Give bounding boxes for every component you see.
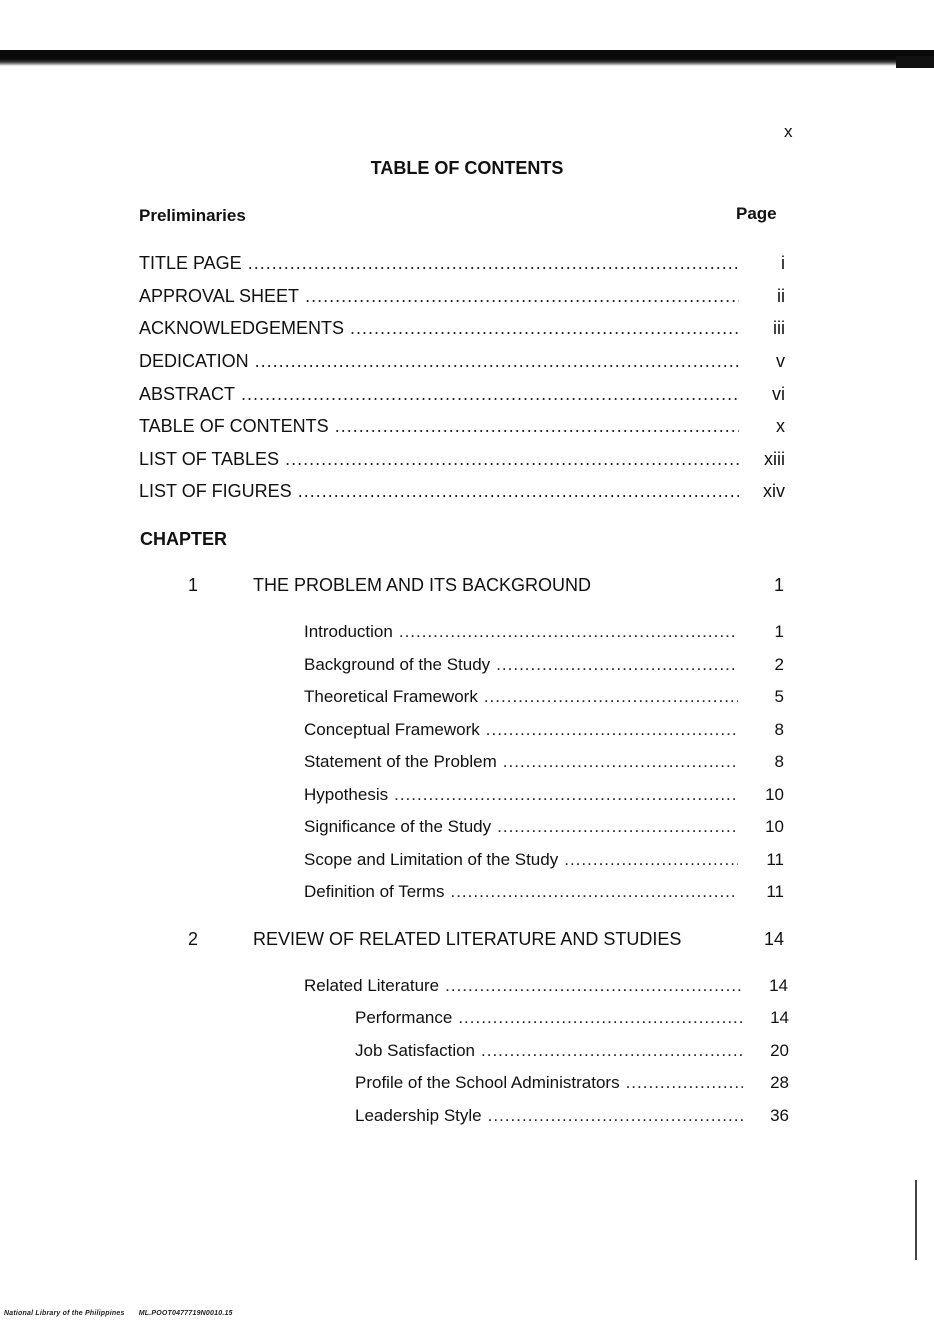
chapter-number: 2 [188,929,199,949]
dot-leader [503,752,738,772]
chapter-heading: CHAPTER [140,529,228,549]
dot-leader [486,720,738,740]
preliminaries-heading: Preliminaries [139,206,246,225]
toc-entry-statement-of-problem[interactable] [304,752,784,772]
dot-leader [497,817,738,837]
toc-entry-page: 8 [774,720,784,739]
toc-entry-page: 10 [765,817,784,836]
scan-edge-mark [915,1180,917,1260]
toc-entry-label: Profile of the School Administrators [355,1073,620,1092]
toc-entry-page: iii [773,318,785,338]
toc-entry-label: Related Literature [304,976,440,995]
toc-entry-page: 11 [766,850,784,869]
dot-leader [458,1008,743,1028]
toc-entry-page: 36 [770,1106,789,1125]
dot-leader [241,384,739,405]
toc-entry-label: Scope and Limitation of the Study [304,850,559,869]
toc-entry-hypothesis[interactable] [304,785,784,805]
toc-entry-profile-administrators[interactable] [355,1073,789,1093]
dot-leader [626,1073,743,1093]
chapter-page: 1 [773,575,784,595]
toc-entry-related-literature[interactable] [304,976,788,996]
toc-entry-label: TABLE OF CONTENTS [139,416,329,436]
dot-leader [298,481,739,502]
toc-entry-definition-of-terms[interactable] [304,882,784,902]
dot-leader [496,655,738,675]
dot-leader [305,286,739,307]
toc-entry-label: DEDICATION [139,351,249,371]
page-column-heading: Page [736,204,777,223]
dot-leader [285,449,739,470]
toc-entry-label: LIST OF TABLES [139,449,280,469]
toc-entry-scope-limitation[interactable] [304,850,784,870]
toc-entry-page: 10 [765,785,784,804]
toc-entry-page: xiii [764,449,785,469]
dot-leader [394,785,738,805]
toc-entry-acknowledgements[interactable] [139,318,785,339]
toc-entry-label: Significance of the Study [304,817,492,836]
toc-entry-page: 5 [774,687,784,706]
toc-entry-introduction[interactable] [304,622,784,642]
toc-entry-table-of-contents[interactable] [139,416,785,437]
toc-entry-job-satisfaction[interactable] [355,1041,789,1061]
dot-leader [248,253,739,274]
dot-leader [450,882,738,902]
toc-entry-page: 28 [770,1073,789,1092]
toc-entry-label: TITLE PAGE [139,253,242,273]
toc-entry-label: Job Satisfaction [355,1041,476,1060]
toc-entry-label: Introduction [304,622,393,641]
toc-entry-list-of-tables[interactable] [139,449,785,470]
scan-border-corner [896,56,934,68]
dot-leader [255,351,739,372]
toc-entry-list-of-figures[interactable] [139,481,785,502]
toc-entry-page: 2 [774,655,784,674]
toc-entry-title-page[interactable] [139,253,785,274]
toc-entry-significance[interactable] [304,817,784,837]
toc-entry-background[interactable] [304,655,784,675]
chapter-number: 1 [188,575,199,595]
toc-entry-label: Performance [355,1008,453,1027]
chapter-page: 14 [763,929,784,949]
toc-entry-label: APPROVAL SHEET [139,286,300,306]
toc-entry-page: x [776,416,785,436]
toc-entry-page: 11 [766,882,784,901]
dot-leader [445,976,742,996]
toc-entry-page: 8 [774,752,784,771]
dot-leader [488,1106,743,1126]
toc-entry-page: i [781,253,785,273]
toc-entry-label: Hypothesis [304,785,389,804]
toc-entry-page: 20 [770,1041,789,1060]
toc-entry-theoretical-framework[interactable] [304,687,784,707]
page-title: TABLE OF CONTENTS [370,158,564,178]
toc-entry-conceptual-framework[interactable] [304,720,784,740]
dot-leader [484,687,738,707]
toc-entry-label: LIST OF FIGURES [139,481,292,501]
toc-entry-leadership-style[interactable] [355,1106,789,1126]
toc-entry-label: Definition of Terms [304,882,445,901]
toc-entry-dedication[interactable] [139,351,785,372]
toc-entry-label: Background of the Study [304,655,491,674]
chapter-title: THE PROBLEM AND ITS BACKGROUND [253,575,592,595]
toc-entry-label: Conceptual Framework [304,720,480,739]
toc-entry-label: ACKNOWLEDGEMENTS [139,318,345,338]
dot-leader [564,850,738,870]
toc-entry-label: ABSTRACT [139,384,236,404]
footer-library: National Library of the Philippines [4,1310,125,1317]
toc-entry-performance[interactable] [355,1008,789,1028]
dot-leader [335,416,739,437]
dot-leader [399,622,738,642]
toc-entry-page: vi [772,384,785,404]
toc-entry-page: 14 [769,976,788,995]
page-number: x [784,122,793,141]
toc-entry-label: Leadership Style [355,1106,482,1125]
toc-entry-page: xiv [763,481,785,501]
toc-entry-page: 1 [774,622,784,641]
toc-entry-abstract[interactable] [139,384,785,405]
chapter-title: REVIEW OF RELATED LITERATURE AND STUDIES [253,929,682,949]
toc-entry-page: v [776,351,785,371]
toc-entry-page: 14 [770,1008,789,1027]
toc-entry-label: Theoretical Framework [304,687,478,706]
dot-leader [481,1041,743,1061]
footer-code: ML.POOT0477719N0010.15 [138,1310,233,1317]
toc-entry-label: Statement of the Problem [304,752,497,771]
toc-entry-approval-sheet[interactable] [139,286,785,307]
footer-watermark [4,1310,233,1317]
dot-leader [350,318,739,339]
scan-border-top [0,50,934,66]
toc-entry-page: ii [777,286,785,306]
